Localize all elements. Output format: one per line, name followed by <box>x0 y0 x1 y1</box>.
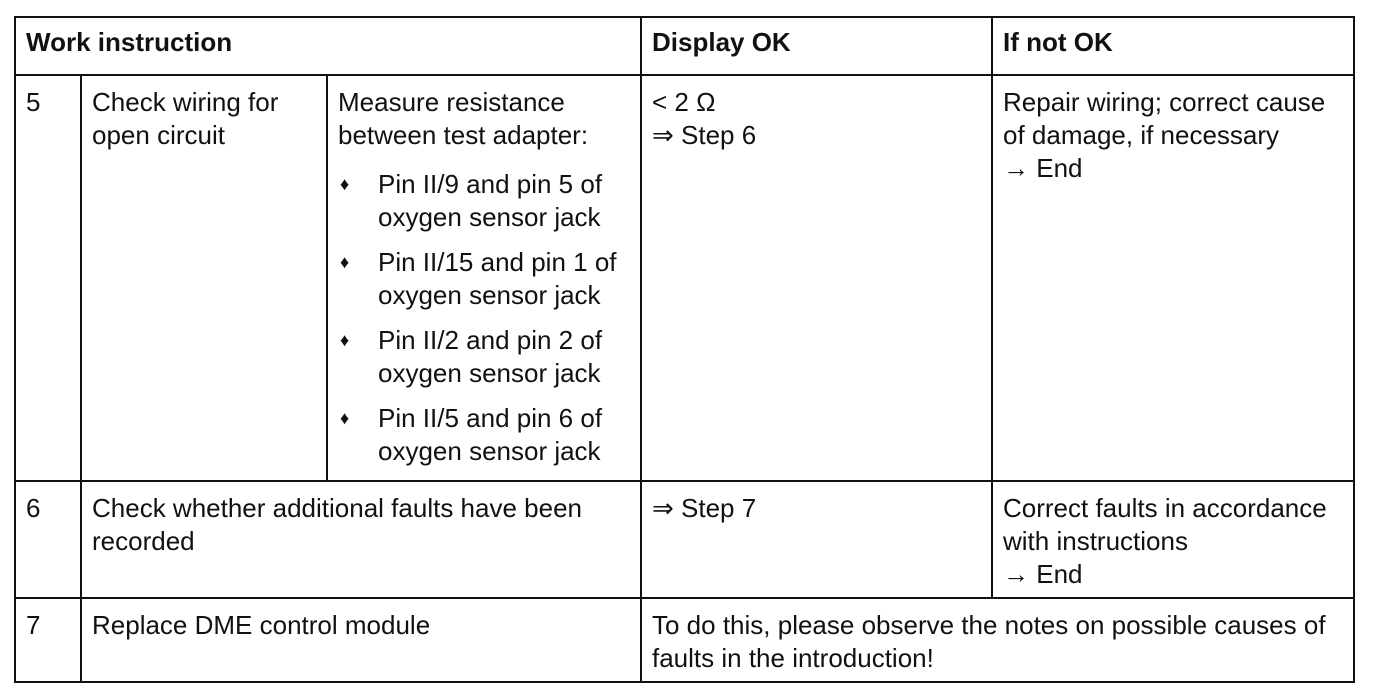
display-ok-value: < 2 Ω <box>652 87 716 117</box>
list-item <box>338 168 630 234</box>
if-not-ok-action: Repair wiring; correct cause of damage, if necessary <box>1003 87 1326 150</box>
list-item <box>338 324 630 390</box>
work-instruction-table <box>14 16 1355 683</box>
step-number: 6 <box>15 481 81 598</box>
instruction-text: Replace DME control module <box>81 598 641 682</box>
table-row <box>15 481 1354 598</box>
step-number: 5 <box>15 75 81 481</box>
if-not-ok-end: → End <box>1003 153 1083 183</box>
display-ok-next-step: ⇒ Step 6 <box>652 120 757 150</box>
instruction-text: Check whether additional faults have been recorded <box>81 481 641 598</box>
list-item <box>338 246 630 312</box>
list-item-text: Pin II/9 and pin 5 of oxygen sensor jack <box>378 169 603 232</box>
list-item-text: Pin II/5 and pin 6 of oxygen sensor jack <box>378 403 603 466</box>
diamond-bullet-icon: ♦ <box>340 252 350 272</box>
step-note: To do this, please observe the notes on possible causes of faults in the introduction! <box>641 598 1354 682</box>
table-row <box>15 598 1354 682</box>
list-item-text: Pin II/2 and pin 2 of oxygen sensor jack <box>378 325 603 388</box>
header-if-not-ok: If not OK <box>992 17 1354 75</box>
list-item-text: Pin II/15 and pin 1 of oxygen sensor jack <box>378 247 617 310</box>
header-work-instruction: Work instruction <box>15 17 641 75</box>
step-number: 7 <box>15 598 81 682</box>
table-header-row <box>15 17 1354 75</box>
if-not-ok-cell <box>992 481 1354 598</box>
instruction-detail <box>327 75 641 481</box>
display-ok-next-step: ⇒ Step 7 <box>652 493 757 523</box>
diamond-bullet-icon: ♦ <box>340 174 350 194</box>
display-ok-cell <box>641 75 992 481</box>
display-ok-cell <box>641 481 992 598</box>
detail-intro: Measure resistance between test adapter: <box>338 87 589 150</box>
if-not-ok-end: → End <box>1003 559 1083 589</box>
pin-list <box>338 168 630 468</box>
diamond-bullet-icon: ♦ <box>340 330 350 350</box>
table-row <box>15 75 1354 481</box>
header-display-ok: Display OK <box>641 17 992 75</box>
list-item <box>338 402 630 468</box>
instruction-text: Check wiring for open circuit <box>81 75 327 481</box>
diamond-bullet-icon: ♦ <box>340 408 350 428</box>
if-not-ok-action: Correct faults in accordance with instructions <box>1003 493 1327 556</box>
if-not-ok-cell <box>992 75 1354 481</box>
